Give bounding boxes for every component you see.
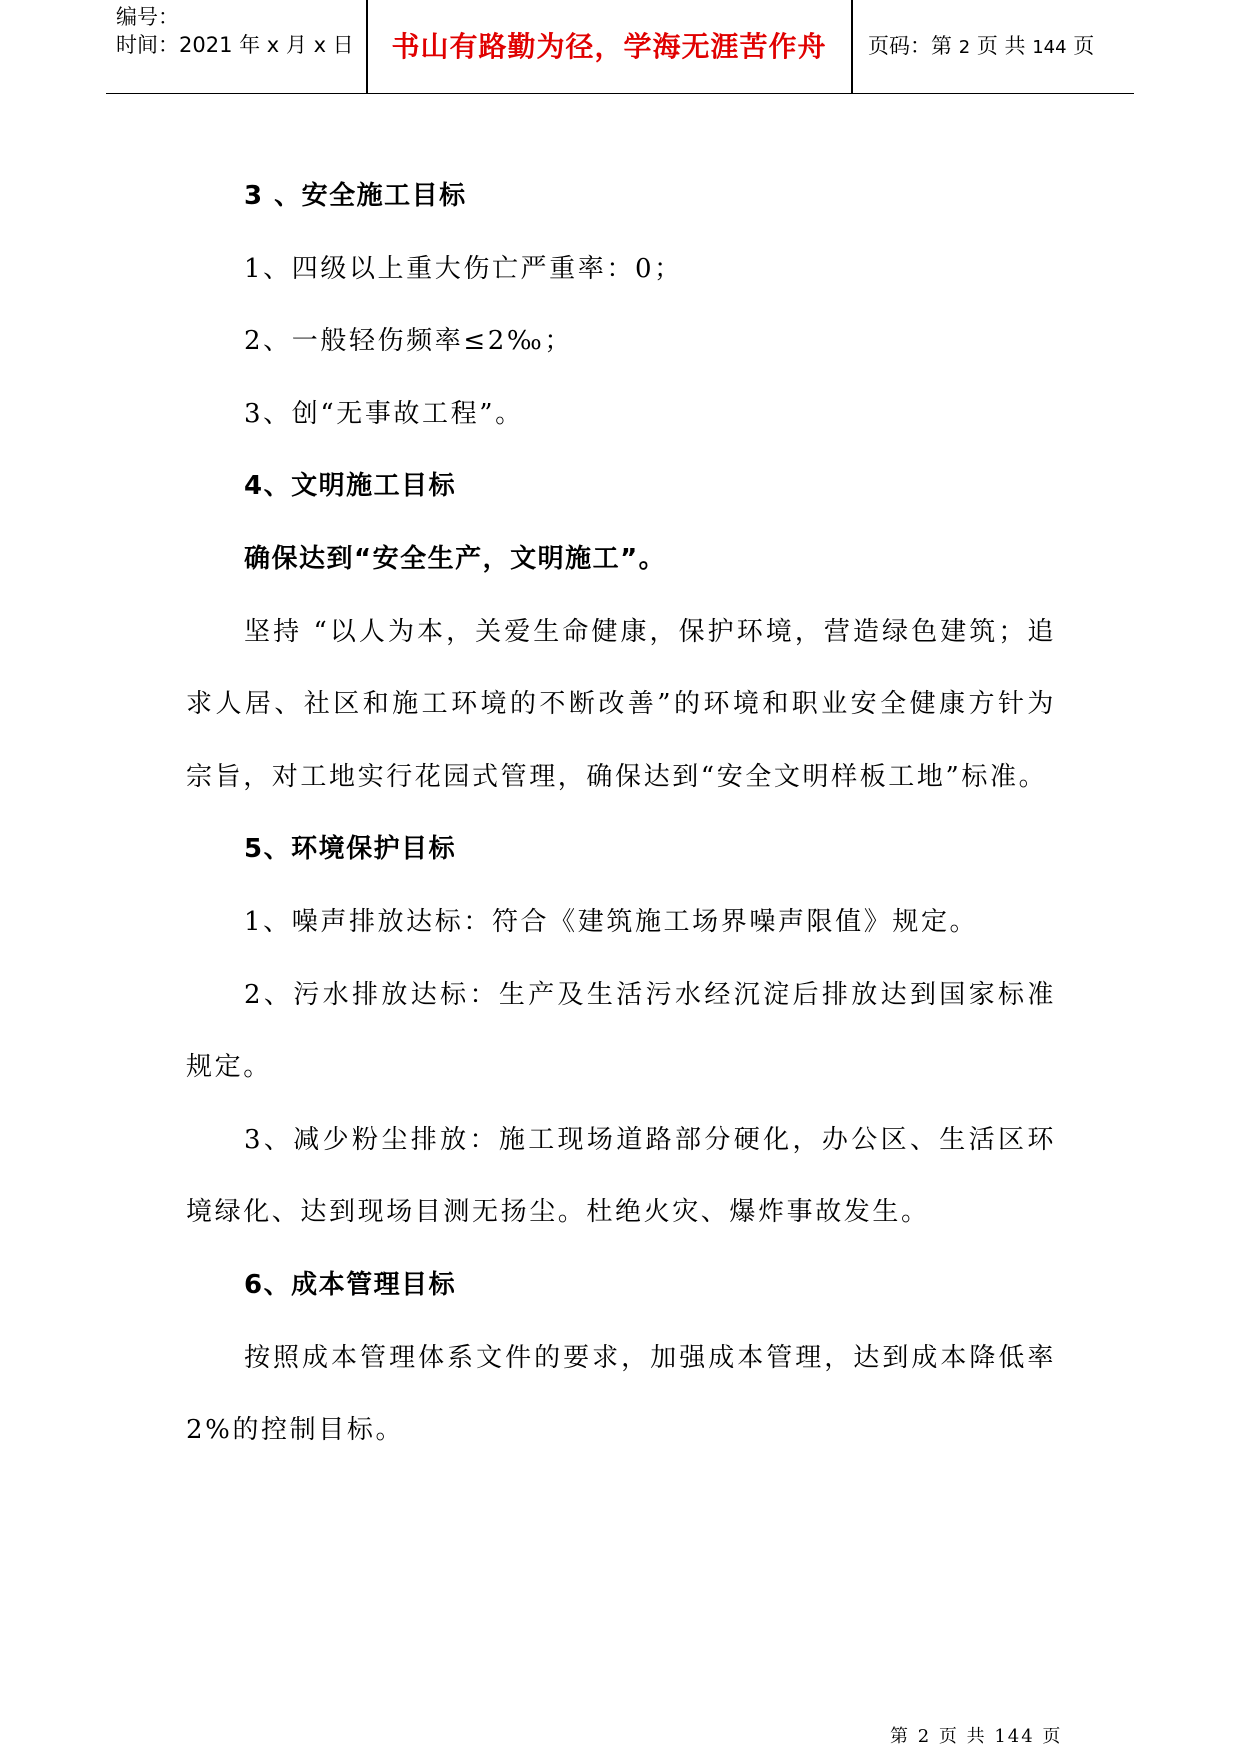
civilized-paragraph: 坚持 “以人为本，关爱生命健康，保护环境，营造绿色建筑；追求人居、社区和施工环境的不断改善”的环境和职业安全健康方针为宗旨，对工地实行花园式管理，确保达到“安全文明样板工地”标准。 xyxy=(186,616,1056,792)
header-page-info xyxy=(868,0,1134,93)
header-motto: 书山有路勤为径，学海无涯苦作舟 xyxy=(391,30,827,63)
heading-safety-goal: 3 、安全施工目标 xyxy=(244,181,467,211)
heading-civilized-goal: 4、文明施工目标 xyxy=(244,471,457,502)
page-number: 2 xyxy=(958,37,971,58)
page-total: 144 xyxy=(1032,37,1067,58)
page-footer: 第 2 页 共 144 页 xyxy=(890,1726,1063,1747)
environment-item-2: 2、污水排放达标：生产及生活污水经沉淀后排放达到国家标准规定。 xyxy=(186,979,1056,1083)
page-middle: 页 共 xyxy=(976,34,1026,58)
safety-item-2: 2、一般轻伤频率≤2‰； xyxy=(244,326,573,357)
safety-item-3: 3、创“无事故工程”。 xyxy=(244,398,524,429)
page-header xyxy=(106,0,1134,94)
environment-item-1: 1、噪声排放达标：符合《建筑施工场界噪声限值》规定。 xyxy=(244,906,979,937)
document-body xyxy=(186,160,1056,1467)
cost-paragraph: 按照成本管理体系文件的要求，加强成本管理，达到成本降低率2%的控制目标。 xyxy=(186,1342,1056,1446)
page-prefix: 页码：第 xyxy=(868,34,952,58)
date-label: 时间：2021 年 x 月 x 日 xyxy=(116,33,354,57)
header-divider-right xyxy=(851,0,853,93)
safety-item-1: 1、四级以上重大伤亡严重率：0； xyxy=(244,253,683,284)
environment-item-3: 3、减少粉尘排放：施工现场道路部分硬化，办公区、生活区环境绿化、达到现场目测无扬尘。杜绝火灾、爆炸事故发生。 xyxy=(186,1124,1056,1228)
header-meta xyxy=(106,0,366,93)
page-suffix: 页 xyxy=(1073,34,1095,58)
civilized-statement: 确保达到“安全生产，文明施工”。 xyxy=(244,543,667,574)
heading-cost-goal: 6、成本管理目标 xyxy=(244,1269,457,1300)
heading-environment-goal: 5、环境保护目标 xyxy=(244,834,457,865)
serial-label: 编号： xyxy=(116,5,179,29)
